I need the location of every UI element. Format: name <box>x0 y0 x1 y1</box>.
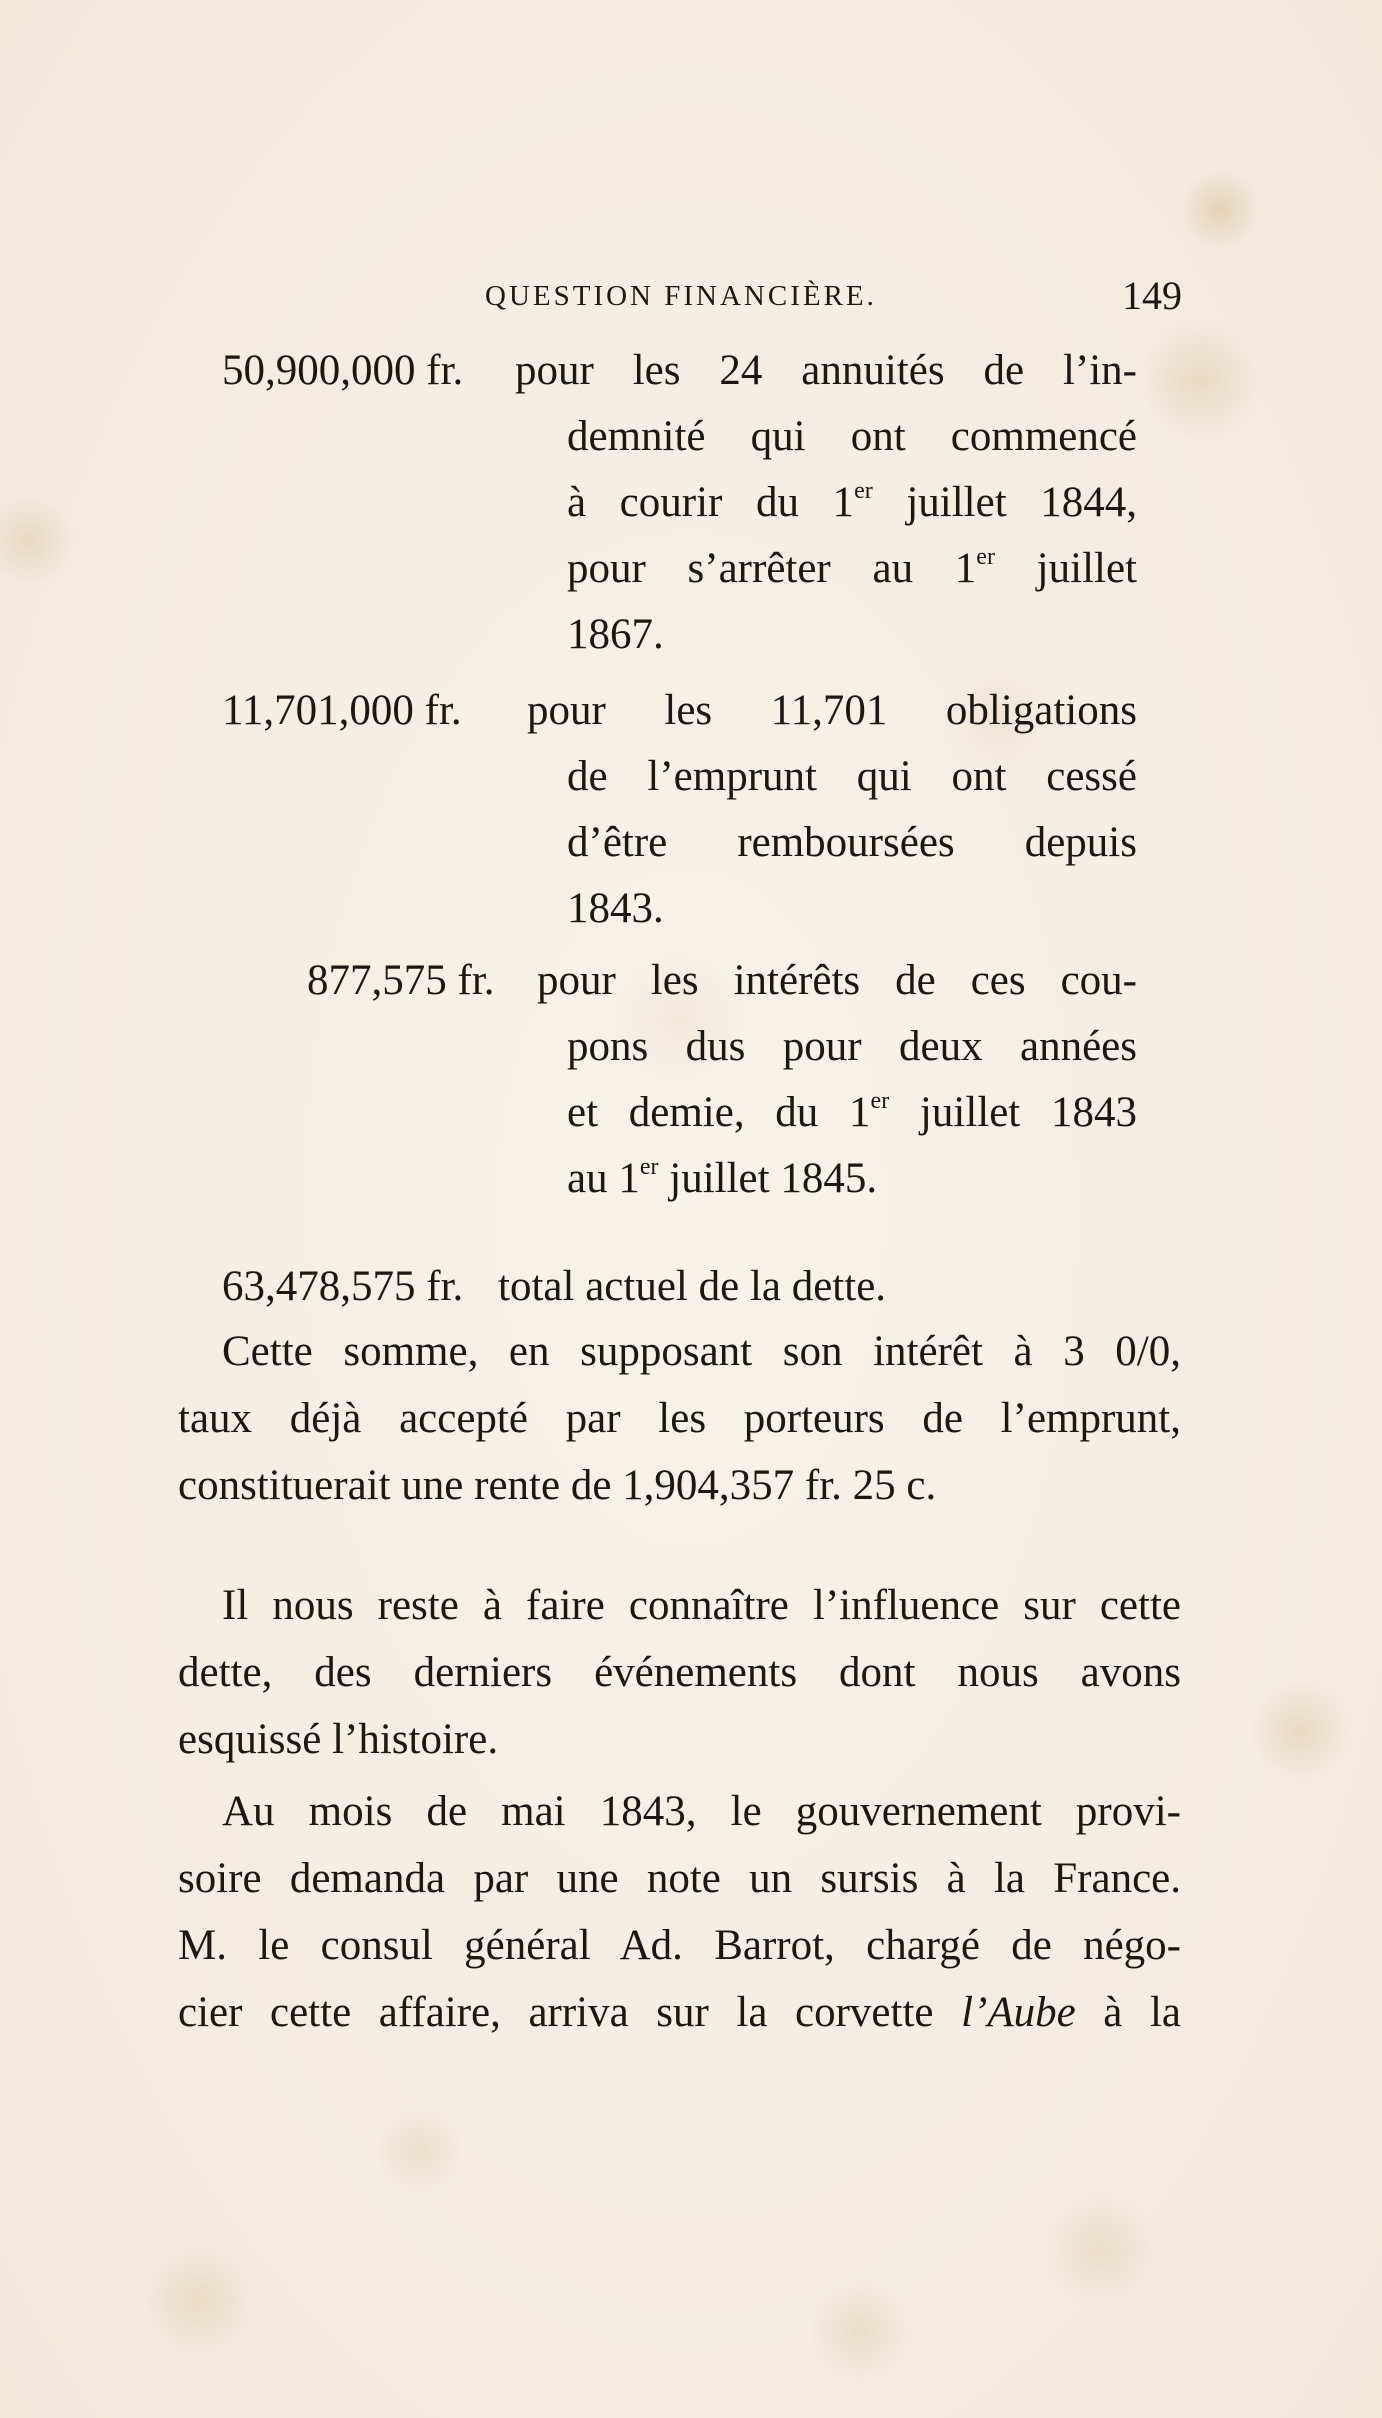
text-line: cier cette affaire, arriva sur la corvette l’Aube à la <box>178 1989 1181 2036</box>
entry-description <box>527 678 1137 942</box>
text-line: soire demanda par une note un sursis à la France. <box>178 1855 1181 1902</box>
total-amount: 63,478,575 fr. <box>222 1263 464 1310</box>
page-number: 149 <box>1122 273 1182 318</box>
desc-line: pour les 24 annuités de l’in- <box>515 347 1137 394</box>
paragraph-may-1843 <box>178 1778 1181 2046</box>
desc-line: pons dus pour deux années <box>567 1023 1137 1070</box>
desc-line: pour s’arrêter au 1er juillet <box>567 544 1137 592</box>
entry-description <box>537 948 1137 1212</box>
ship-name: l’Aube <box>961 1989 1076 2036</box>
text-line: constituerait une rente de 1,904,357 fr. 25 c. <box>178 1462 937 1509</box>
entry-amount: 877,575 fr. <box>307 957 495 1004</box>
debt-entry-obligations <box>222 678 1137 942</box>
running-title: QUESTION FINANCIÈRE. <box>485 280 877 312</box>
entry-description <box>515 338 1137 668</box>
text-line: Il nous reste à faire connaître l’influence sur cette <box>222 1582 1181 1629</box>
debt-entry-annuities <box>222 338 1137 668</box>
desc-line: 1843. <box>567 885 664 932</box>
text-line: M. le consul général Ad. Barrot, chargé de négo- <box>178 1922 1181 1969</box>
text-line: Cette somme, en supposant son intérêt à 3 0/0, <box>222 1328 1181 1375</box>
debt-entry-interests <box>222 948 1137 1212</box>
desc-line: d’être remboursées depuis <box>567 819 1137 866</box>
text-line: dette, des derniers événements dont nous avons <box>178 1649 1181 1696</box>
desc-line: pour les 11,701 obligations <box>527 687 1137 734</box>
text-line: Au mois de mai 1843, le gouvernement provi- <box>222 1788 1181 1835</box>
desc-line: au 1er juillet 1845. <box>567 1154 878 1202</box>
text-line: taux déjà accepté par les porteurs de l’emprunt, <box>178 1395 1181 1442</box>
desc-line: et demie, du 1er juillet 1843 <box>567 1088 1137 1136</box>
desc-line: pour les intérêts de ces cou- <box>537 957 1137 1004</box>
total-label: total actuel de la dette. <box>498 1263 887 1310</box>
paragraph-influence <box>178 1572 1181 1773</box>
desc-line: à courir du 1er juillet 1844, <box>567 478 1137 526</box>
desc-line: 1867. <box>567 611 664 658</box>
page-header <box>180 272 1182 322</box>
entry-amount: 50,900,000 fr. <box>222 347 464 394</box>
paragraph-rent <box>178 1318 1181 1519</box>
entry-amount: 11,701,000 fr. <box>222 687 462 734</box>
text-line: esquissé l’histoire. <box>178 1716 499 1763</box>
debt-total <box>222 1262 886 1311</box>
desc-line: demnité qui ont commencé <box>567 413 1137 460</box>
desc-line: de l’emprunt qui ont cessé <box>567 753 1137 800</box>
